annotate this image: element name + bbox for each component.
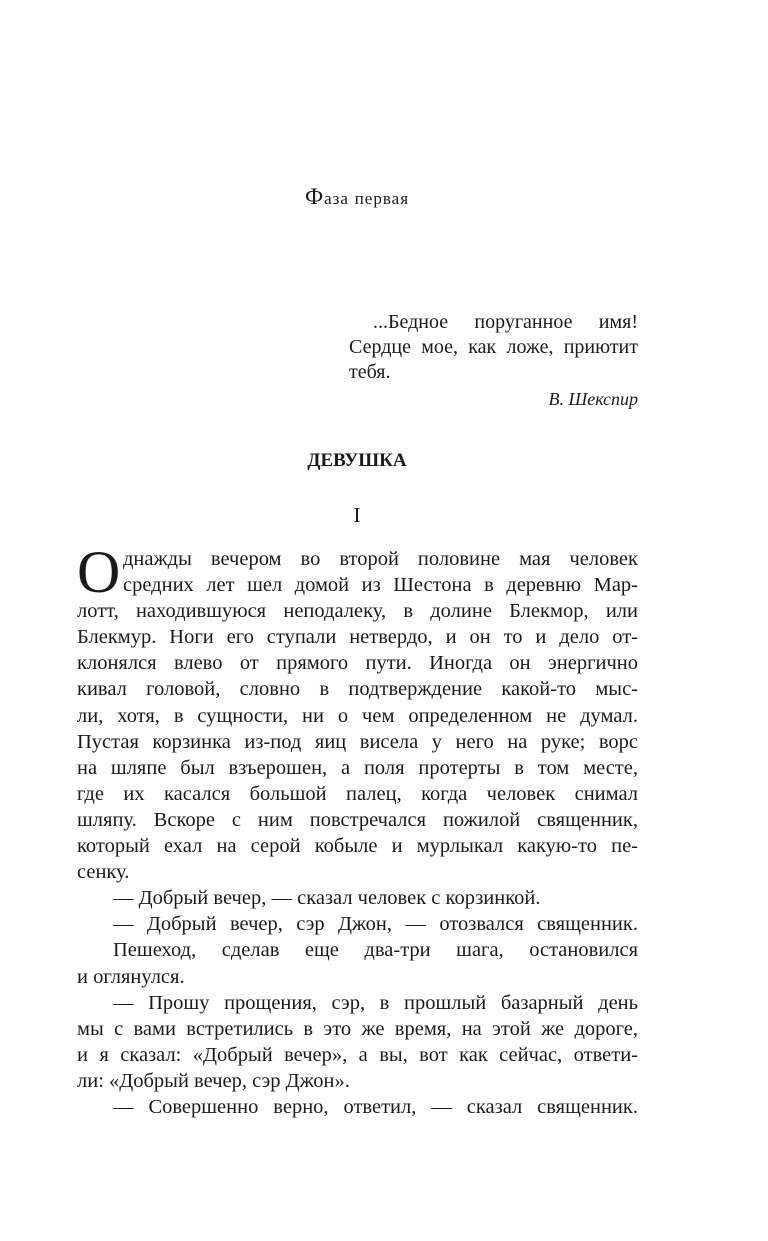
text-line: — Совершенно верно, ответил, — сказал священник. xyxy=(113,1095,638,1118)
text-line: — Добрый вечер, — сказал человек с корзинкой. xyxy=(113,887,541,910)
text-line: и я сказал: «Добрый вечер», а вы, вот как сейчас, ответи- xyxy=(77,1043,638,1066)
chapter-number: I xyxy=(353,503,361,527)
part-heading xyxy=(0,184,714,210)
text-line: средних лет шел домой из Шестона в деревню Мар- xyxy=(123,574,638,597)
epigraph-line: тебя. xyxy=(349,361,391,383)
epigraph-line: ...Бедное поруганное имя! xyxy=(373,311,638,333)
text-line: ли, хотя, в сущности, ни о чем определенном не думал. xyxy=(77,704,638,727)
text-line: — Добрый вечер, сэр Джон, — отозвался священник. xyxy=(113,913,638,936)
epigraph xyxy=(349,310,638,412)
text-line: Пустая корзинка из-под яиц висела у него на руке; ворс xyxy=(77,730,638,753)
text-line: мы с вами встретились в это же время, на этой же дороге, xyxy=(77,1017,638,1040)
text-line: шляпу. Вскоре с ним повстречался пожилой священник, xyxy=(77,808,638,831)
text-line: кивал головой, словно в подтверждение какой-то мыс- xyxy=(77,678,638,701)
text-line: Блекмур. Ноги его ступали нетвердо, и он то и дело от- xyxy=(77,626,638,649)
text-line: на шляпе был взъерошен, а поля протерты в том месте, xyxy=(77,756,638,779)
text-line: — Прошу прощения, сэр, в прошлый базарный день xyxy=(113,991,638,1014)
drop-cap: О xyxy=(77,539,121,605)
epigraph-line: Сердце мое, как ложе, приютит xyxy=(349,336,638,358)
epigraph-author: В. Шекспир xyxy=(548,389,638,409)
part-heading-initial: Ф xyxy=(304,184,325,209)
text-line: сенку. xyxy=(77,861,130,884)
text-line: лотт, находившуюся неподалеку, в долине Блекмор, или xyxy=(77,600,638,623)
body-text xyxy=(77,546,638,1120)
text-line: днажды вечером во второй половине мая человек xyxy=(123,548,638,570)
text-line: клонялся влево от прямого пути. Иногда он энергично xyxy=(77,652,638,675)
text-line: и оглянулся. xyxy=(77,965,185,988)
chapter-title: ДЕВУШКА xyxy=(307,450,407,471)
text-line: где их касался большой палец, когда человек снимал xyxy=(77,782,638,805)
text-line: который ехал на серой кобыле и мурлыкал какую-то пе- xyxy=(77,835,638,858)
part-heading-second-word: первая xyxy=(354,189,410,208)
part-heading-rest: аза xyxy=(324,189,349,208)
text-line: Пешеход, сделав еще два-три шага, остановился xyxy=(113,939,638,962)
text-line: ли: «Добрый вечер, сэр Джон». xyxy=(77,1069,350,1092)
